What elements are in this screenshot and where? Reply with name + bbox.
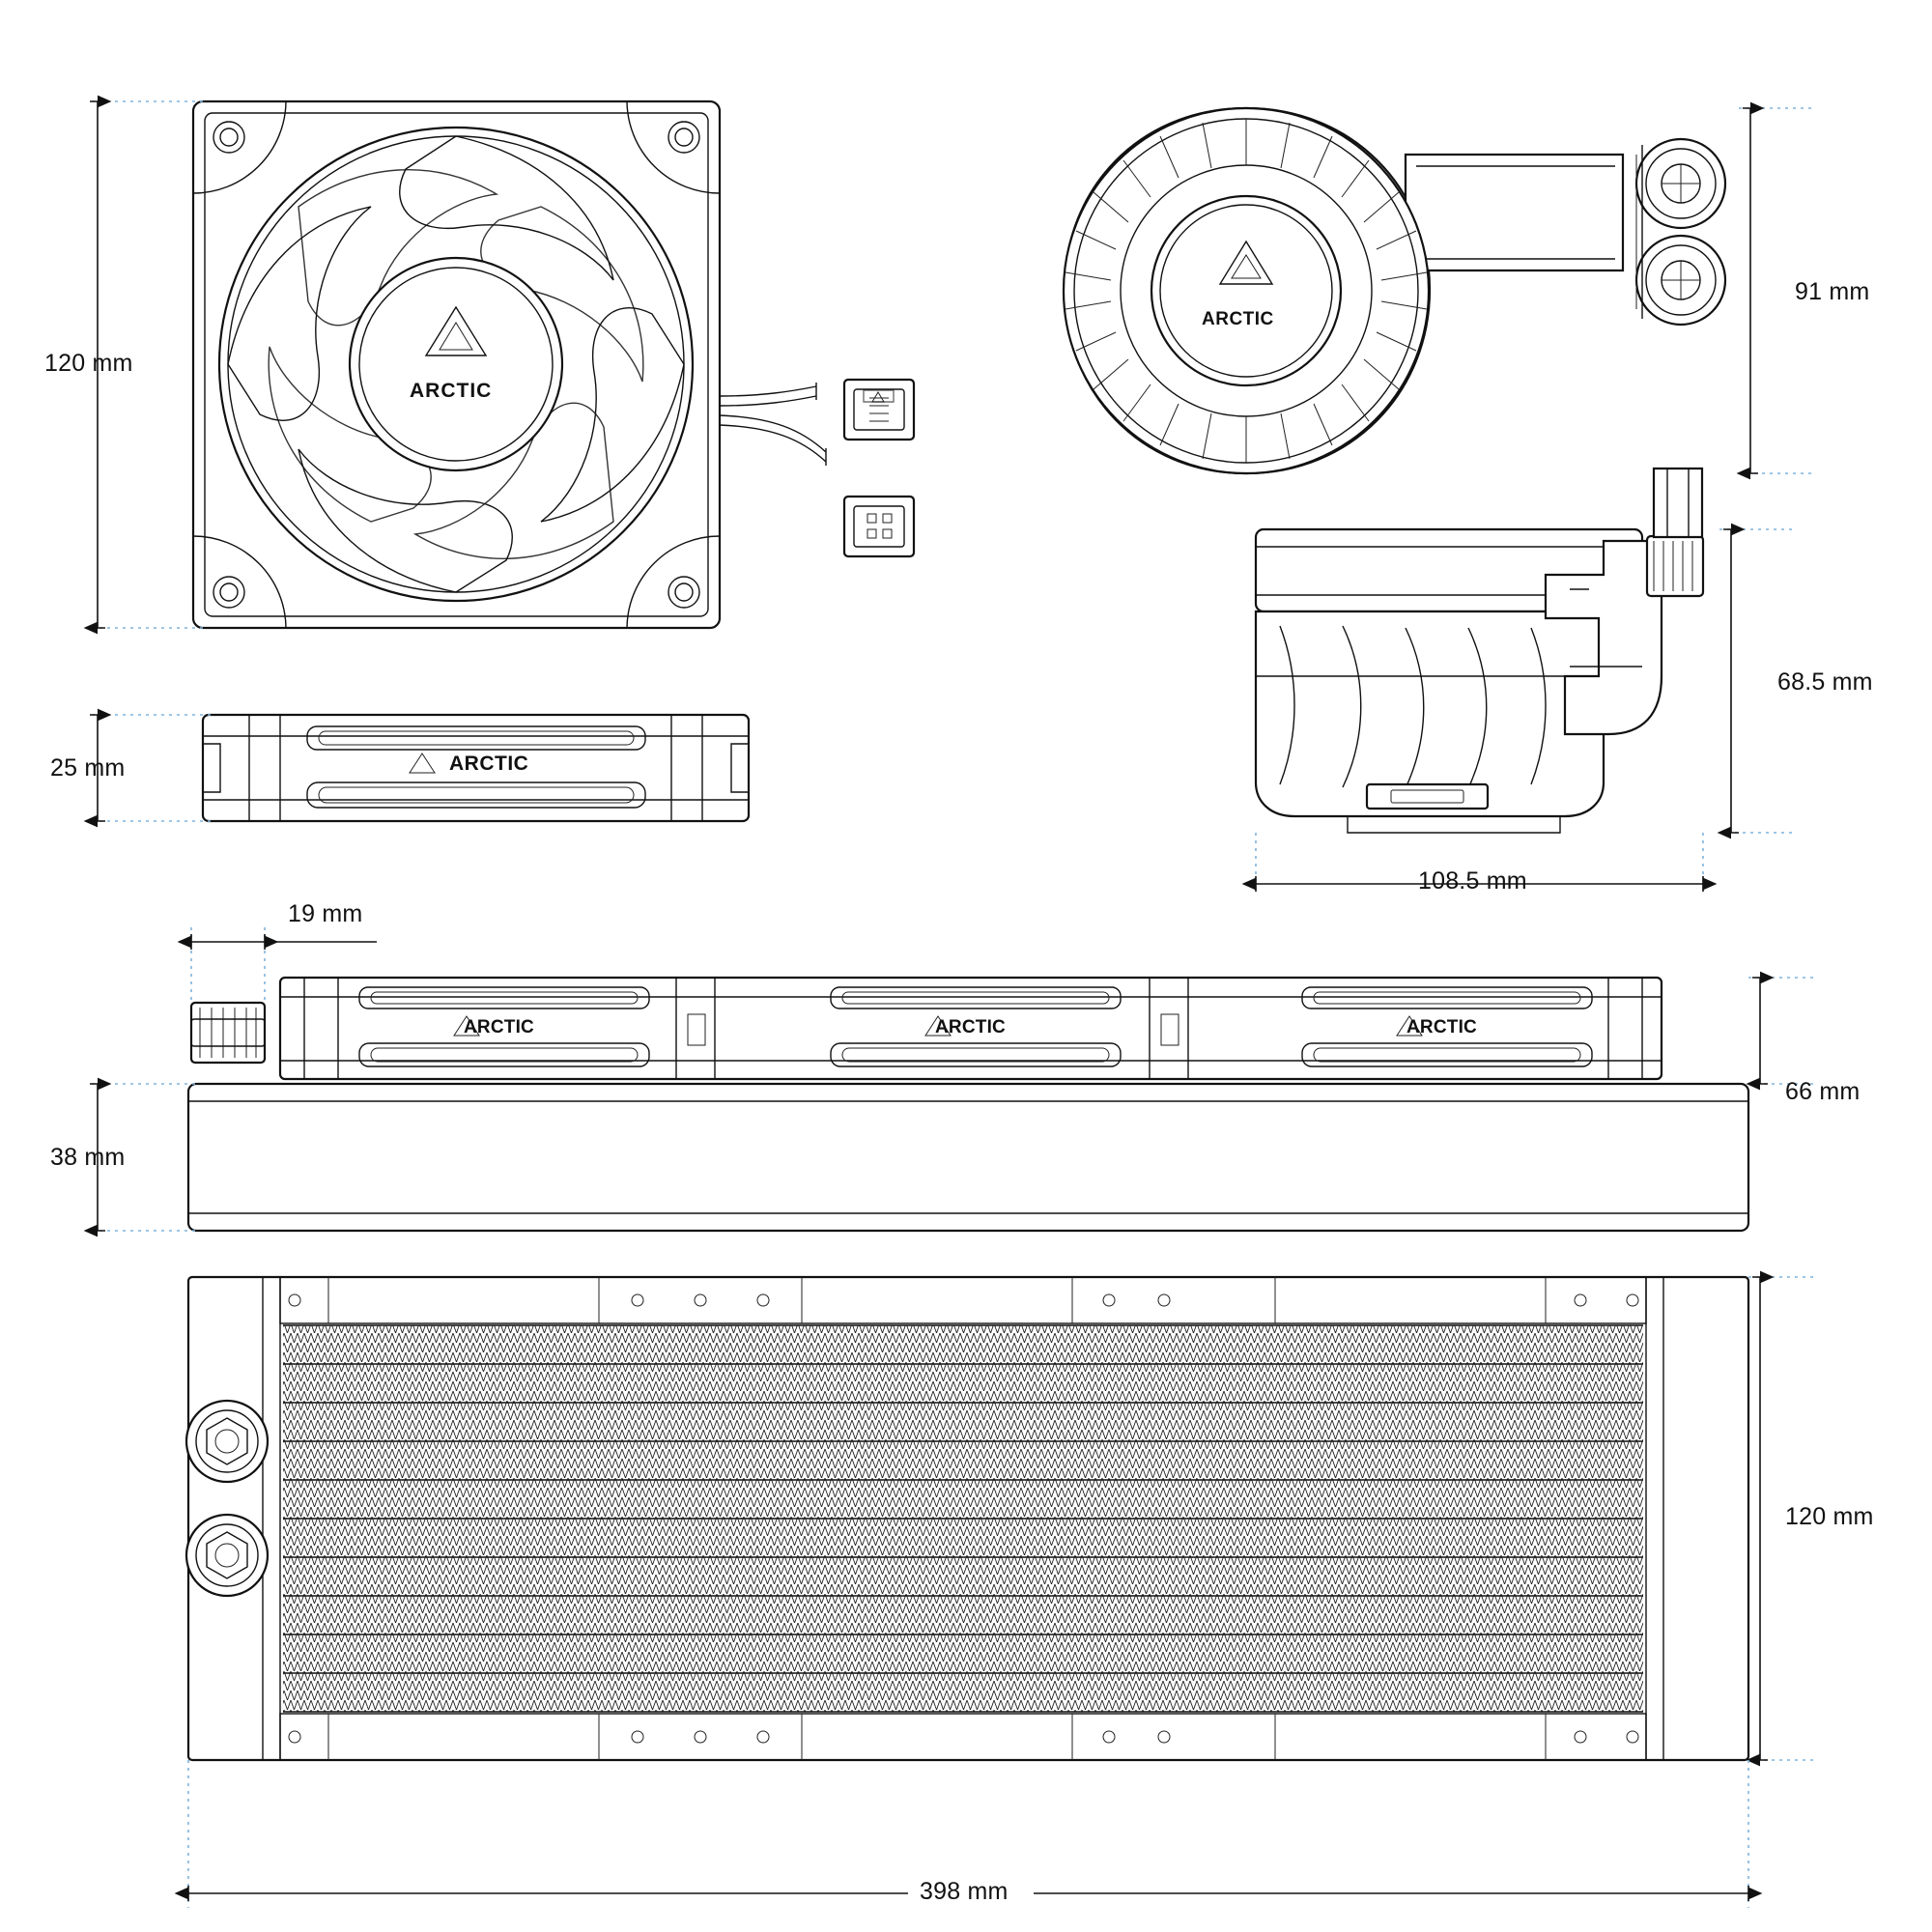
dimension-label-radiator-height: 120 mm bbox=[1785, 1503, 1874, 1530]
fan-cables bbox=[720, 383, 826, 466]
dimension-label-pump-width: 108.5 mm bbox=[1418, 867, 1527, 895]
dimension-label-fan-height: 120 mm bbox=[44, 350, 133, 377]
view-fan-front bbox=[90, 101, 914, 628]
dimension-label-radiator-length: 398 mm bbox=[920, 1878, 1009, 1905]
radiator-fan-logo-text-3: ARCTIC bbox=[1406, 1017, 1477, 1037]
radiator-side-fitting bbox=[191, 1003, 265, 1063]
dimension-label-pump-body-height: 68.5 mm bbox=[1777, 668, 1873, 696]
view-pump-top bbox=[1064, 108, 1816, 473]
radiator-fan-logo-text-2: ARCTIC bbox=[935, 1017, 1006, 1037]
dimension-label-fan-thickness: 25 mm bbox=[50, 754, 126, 781]
radiator-fan-logo-text-1: ARCTIC bbox=[464, 1017, 534, 1037]
pump-top-logo-text: ARCTIC bbox=[1202, 309, 1274, 329]
view-radiator-side bbox=[90, 927, 1816, 1231]
fan-connector-4pin bbox=[844, 497, 914, 556]
fan-hub-logo-text: ARCTIC bbox=[410, 380, 493, 402]
fan-side-logo-text: ARCTIC bbox=[449, 753, 529, 775]
view-pump-side bbox=[1256, 469, 1792, 894]
pump-side-fitting bbox=[1647, 469, 1703, 596]
pump-fittings bbox=[1636, 139, 1725, 325]
fan-connector-pwm bbox=[844, 380, 914, 440]
view-fan-side bbox=[90, 715, 749, 821]
view-radiator-front bbox=[186, 1277, 1816, 1908]
dimension-label-pump-height: 91 mm bbox=[1795, 278, 1870, 305]
dimension-label-fitting-offset: 19 mm bbox=[288, 900, 363, 927]
dimension-label-radiator-thickness: 38 mm bbox=[50, 1144, 126, 1171]
dimension-label-radiator-total-thickness: 66 mm bbox=[1785, 1078, 1861, 1105]
